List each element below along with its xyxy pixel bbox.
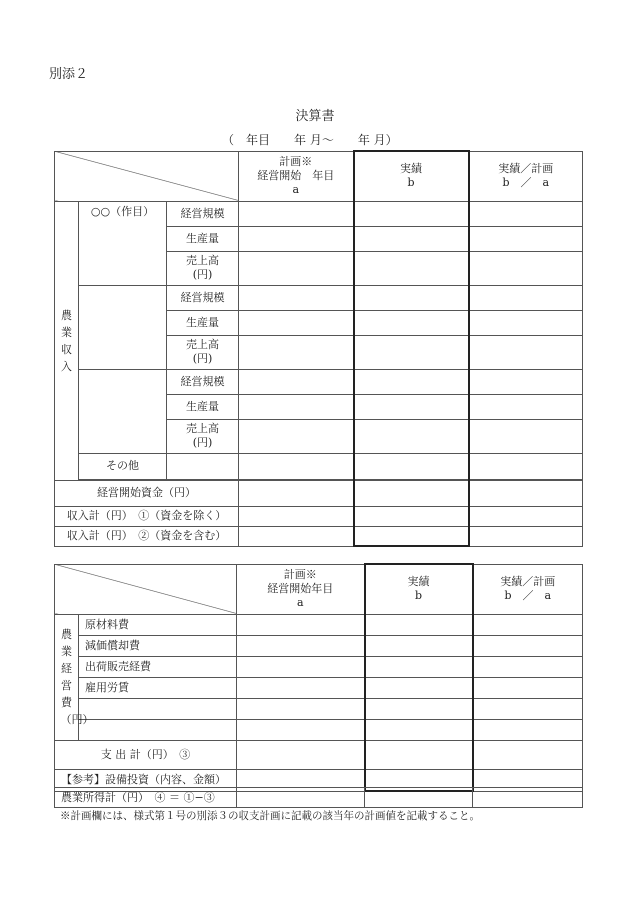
production-label: 生産量 <box>167 226 239 251</box>
table-cell[interactable] <box>354 369 469 394</box>
table-cell[interactable] <box>473 677 583 698</box>
table-cell[interactable] <box>237 656 365 677</box>
table-cell[interactable] <box>469 419 583 453</box>
expense-group-label: 農業経営費（円） <box>55 614 79 740</box>
actual-header-line2: b <box>407 176 415 190</box>
plan-header <box>239 151 354 201</box>
sales-label: 売上高 (円) <box>167 335 239 369</box>
production-label: 生産量 <box>167 394 239 419</box>
ratio-header <box>473 564 583 614</box>
table-cell[interactable] <box>473 698 583 719</box>
table-cell[interactable] <box>239 335 354 369</box>
table-cell[interactable] <box>239 526 354 546</box>
table-cell[interactable] <box>237 698 365 719</box>
table-cell[interactable] <box>473 635 583 656</box>
table-cell[interactable] <box>365 677 473 698</box>
table-cell[interactable] <box>239 226 354 251</box>
plan-header-line1: 計画※ <box>283 567 317 581</box>
expense-item-label: 出荷販売経費 <box>79 656 237 677</box>
scale-label: 経営規模 <box>167 285 239 310</box>
ratio-header-line1: 実績／計画 <box>500 575 556 588</box>
table-cell[interactable] <box>354 480 469 506</box>
plan-header-line1: 計画※ <box>279 154 313 168</box>
plan-header-line2: 経営開始 年目 <box>257 168 335 182</box>
table-cell[interactable] <box>473 719 583 740</box>
plan-header-line3: a <box>296 595 304 609</box>
table-cell[interactable] <box>354 201 469 226</box>
corner-diagonal-cell <box>55 151 239 201</box>
table-cell[interactable] <box>239 480 354 506</box>
table-cell[interactable] <box>473 656 583 677</box>
period-line: （ 年目 年 月～ 年 月） <box>222 133 398 147</box>
table-cell[interactable] <box>469 506 583 526</box>
table-cell[interactable] <box>354 335 469 369</box>
table-cell[interactable] <box>237 719 365 740</box>
table-cell[interactable] <box>365 635 473 656</box>
table-cell[interactable] <box>354 310 469 335</box>
table-cell[interactable] <box>469 369 583 394</box>
plan-header <box>237 564 365 614</box>
table-cell[interactable] <box>365 656 473 677</box>
crop-label: ○○（作目） <box>79 201 167 285</box>
table-cell[interactable] <box>469 335 583 369</box>
ratio-header-line1: 実績／計画 <box>498 162 554 175</box>
income-total-2-label: 収入計（円） ②（資金を含む） <box>55 526 239 546</box>
table-cell[interactable] <box>365 614 473 635</box>
table-cell[interactable] <box>473 740 583 769</box>
table-cell[interactable] <box>237 635 365 656</box>
table-cell[interactable] <box>237 614 365 635</box>
table-cell[interactable] <box>237 788 365 808</box>
crop-label-blank[interactable] <box>79 285 167 369</box>
table-cell[interactable] <box>239 310 354 335</box>
table-cell[interactable] <box>354 419 469 453</box>
table-cell[interactable] <box>354 251 469 285</box>
table-cell[interactable] <box>354 506 469 526</box>
income-table <box>54 150 583 547</box>
table-cell[interactable] <box>354 526 469 546</box>
table-cell[interactable] <box>239 419 354 453</box>
table-cell[interactable] <box>469 310 583 335</box>
sales-label: 売上高 (円) <box>167 419 239 453</box>
actual-header-line1: 実績 <box>400 162 423 176</box>
expense-table <box>54 563 583 792</box>
table-cell[interactable] <box>469 251 583 285</box>
table-cell[interactable] <box>239 506 354 526</box>
table-cell[interactable] <box>239 369 354 394</box>
table-cell[interactable] <box>469 526 583 546</box>
table-cell[interactable] <box>237 677 365 698</box>
ratio-header-line2: b ／ a <box>502 176 550 189</box>
table-cell[interactable] <box>239 251 354 285</box>
appendix-label: 別添２ <box>49 67 89 82</box>
table-cell[interactable] <box>469 453 583 479</box>
income-group-label: 農業収入 <box>55 201 79 480</box>
ratio-header <box>469 151 583 201</box>
actual-header-line1: 実績 <box>407 575 430 589</box>
table-cell[interactable] <box>473 788 583 808</box>
table-cell[interactable] <box>365 740 473 769</box>
table-cell[interactable] <box>469 394 583 419</box>
start-fund-label: 経営開始資金（円） <box>55 480 239 506</box>
other-label: その他 <box>79 453 167 479</box>
table-cell[interactable] <box>469 201 583 226</box>
sales-label: 売上高 (円) <box>167 251 239 285</box>
scale-label: 経営規模 <box>167 369 239 394</box>
expense-item-label: 減価償却費 <box>79 635 237 656</box>
table-cell[interactable] <box>365 698 473 719</box>
plan-header-line2: 経営開始年目 <box>267 581 334 595</box>
expense-item-blank[interactable] <box>79 698 237 719</box>
actual-header <box>365 564 473 614</box>
other-item-cell[interactable] <box>167 453 239 479</box>
table-cell[interactable] <box>354 394 469 419</box>
table-cell[interactable] <box>473 614 583 635</box>
crop-label-blank[interactable] <box>79 369 167 453</box>
reference-investment-label: 【参考】設備投資（内容、金額） <box>55 769 237 791</box>
actual-header <box>354 151 469 201</box>
production-label: 生産量 <box>167 310 239 335</box>
table-cell[interactable] <box>365 719 473 740</box>
corner-diagonal-cell <box>55 564 237 614</box>
table-cell[interactable] <box>239 285 354 310</box>
ratio-header-line2: b ／ a <box>504 589 552 602</box>
document-title: 決算書 <box>295 109 335 124</box>
income-total-1-label: 収入計（円） ①（資金を除く） <box>55 506 239 526</box>
actual-header-line2: b <box>414 589 423 603</box>
table-cell[interactable] <box>469 285 583 310</box>
footnote: ※計画欄には、様式第１号の別添３の収支計画に記載の該当年の計画値を記載すること。 <box>60 810 480 822</box>
table-cell[interactable] <box>237 740 365 769</box>
farm-income-table <box>54 787 583 808</box>
expense-total-label: 支 出 計（円） ③ <box>55 740 237 769</box>
expense-item-blank[interactable] <box>79 719 237 740</box>
table-cell[interactable] <box>354 226 469 251</box>
expense-item-label: 雇用労賃 <box>79 677 237 698</box>
table-cell[interactable] <box>354 453 469 479</box>
table-cell[interactable] <box>354 285 469 310</box>
table-cell[interactable] <box>239 201 354 226</box>
table-cell[interactable] <box>469 480 583 506</box>
expense-item-label: 原材料費 <box>79 614 237 635</box>
farm-income-total-label: 農業所得計（円） ④ ＝ ①−③ <box>55 788 237 808</box>
table-cell[interactable] <box>365 788 473 808</box>
table-cell[interactable] <box>239 394 354 419</box>
plan-header-line3: a <box>292 182 300 196</box>
scale-label: 経営規模 <box>167 201 239 226</box>
table-cell[interactable] <box>469 226 583 251</box>
table-cell[interactable] <box>239 453 354 479</box>
